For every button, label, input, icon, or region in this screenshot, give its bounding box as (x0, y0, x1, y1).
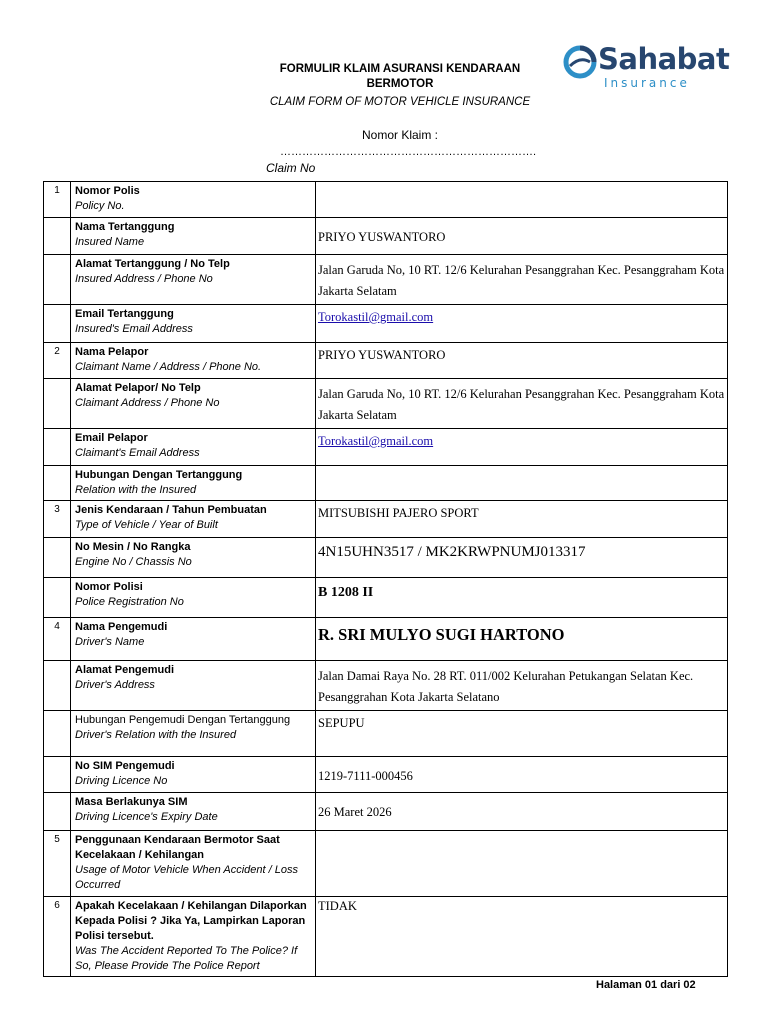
value-text: PRIYO YUSWANTORO (318, 348, 446, 362)
claim-number-label: Nomor Klaim : (361, 128, 438, 142)
table-row (44, 343, 728, 379)
row-number: 1 (44, 182, 71, 218)
row-number: 3 (44, 501, 71, 538)
label-id: Nama Tertanggung (75, 221, 175, 233)
claim-form-table (43, 181, 728, 977)
field-label (71, 897, 316, 977)
row-number: 5 (44, 831, 71, 897)
label-id: Alamat Pengemudi (75, 664, 175, 676)
logo-tagline: Insurance (604, 76, 690, 90)
field-label (71, 182, 316, 218)
row-number (44, 578, 71, 618)
label-id: No SIM Pengemudi (75, 760, 175, 772)
label-en: Driver's Name (75, 636, 145, 648)
claimant-email-value[interactable] (316, 429, 728, 466)
label-id: Alamat Pelapor/ No Telp (75, 382, 201, 394)
field-label (71, 757, 316, 793)
label-en: Police Registration No (75, 596, 184, 608)
insured-address-value[interactable] (316, 255, 728, 305)
label-en: Was The Accident Reported To The Police? If So, Please Provide The Police Report (75, 945, 298, 972)
logo-wordmark: Sahabat (598, 42, 730, 76)
label-en: Driving Licence's Expiry Date (75, 811, 218, 823)
table-row (44, 618, 728, 661)
value-text: 26 Maret 2026 (318, 805, 392, 819)
label-en: Claimant Name / Address / Phone No. (75, 361, 262, 373)
sahabat-logo (562, 40, 730, 92)
field-label (71, 578, 316, 618)
table-row (44, 661, 728, 711)
vehicle-usage-value[interactable] (316, 831, 728, 897)
field-label (71, 429, 316, 466)
value-text: Jalan Garuda No, 10 RT. 12/6 Kelurahan Pesanggrahan Kec. Pesanggraham Kota Jakarta Selatam (318, 263, 725, 298)
page-number: Halaman 01 dari 02 (596, 979, 696, 991)
label-en: Insured's Email Address (75, 323, 193, 335)
value-text: SEPUPU (318, 716, 365, 730)
form-title-line2: BERMOTOR (366, 78, 434, 90)
row-number (44, 429, 71, 466)
label-en: Usage of Motor Vehicle When Accident / Loss Occurred (75, 864, 298, 891)
label-en: Policy No. (75, 200, 125, 212)
label-en: Claimant's Email Address (75, 447, 200, 459)
row-number (44, 711, 71, 757)
field-label (71, 618, 316, 661)
label-en: Relation with the Insured (75, 484, 197, 496)
form-title (240, 62, 560, 92)
label-en: Insured Name (75, 236, 145, 248)
field-label (71, 305, 316, 343)
driver-relation-value[interactable] (316, 711, 728, 757)
table-row (44, 379, 728, 429)
police-report-value[interactable] (316, 897, 728, 977)
label-id: Nama Pengemudi (75, 621, 168, 633)
label-id: Nomor Polis (75, 185, 140, 197)
field-label (71, 218, 316, 255)
table-row (44, 538, 728, 578)
label-en: Claimant Address / Phone No (75, 397, 220, 409)
row-number (44, 757, 71, 793)
label-id: Penggunaan Kendaraan Bermotor Saat Kecelakaan / Kehilangan (75, 834, 280, 861)
label-id: Alamat Tertanggung / No Telp (75, 258, 230, 270)
row-number: 2 (44, 343, 71, 379)
row-number (44, 305, 71, 343)
value-text: B 1208 II (318, 585, 374, 600)
value-text: 1219-7111-000456 (318, 769, 413, 783)
label-id: Masa Berlakunya SIM (75, 796, 188, 808)
field-label (71, 343, 316, 379)
policy-number-value[interactable] (316, 182, 728, 218)
value-text: TIDAK (318, 899, 357, 913)
row-number (44, 379, 71, 429)
table-row (44, 305, 728, 343)
table-row (44, 218, 728, 255)
label-en: Driver's Address (75, 679, 155, 691)
label-id: Email Tertanggung (75, 308, 174, 320)
label-id: Apakah Kecelakaan / Kehilangan Dilaporkan Kepada Polisi ? Jika Ya, Lampirkan Laporan Polisi tersebut. (75, 900, 307, 942)
licence-expiry-value[interactable] (316, 793, 728, 831)
field-label (71, 661, 316, 711)
claimant-name-value[interactable] (316, 343, 728, 379)
field-label (71, 793, 316, 831)
label-id: Hubungan Pengemudi Dengan Tertanggung (75, 714, 291, 726)
value-text: Jalan Damai Raya No. 28 RT. 011/002 Kelurahan Petukangan Selatan Kec. Pesanggrahan Kota Jakarta Selatano (318, 669, 694, 704)
label-id: Email Pelapor (75, 432, 148, 444)
table-row (44, 466, 728, 501)
claim-number-label-en: Claim No (266, 161, 316, 175)
field-label (71, 501, 316, 538)
label-en: Driver's Relation with the Insured (75, 729, 237, 741)
row-number (44, 255, 71, 305)
value-text: MITSUBISHI PAJERO SPORT (318, 506, 479, 520)
label-en: Engine No / Chassis No (75, 556, 192, 568)
table-row (44, 255, 728, 305)
claim-number-field: ……………………………………………………………. (280, 146, 537, 158)
value-text: PRIYO YUSWANTORO (318, 230, 446, 244)
label-id: Hubungan Dengan Tertanggung (75, 469, 243, 481)
value-text: R. SRI MULYO SUGI HARTONO (318, 625, 565, 644)
insured-email-value[interactable] (316, 305, 728, 343)
value-text: Jalan Garuda No, 10 RT. 12/6 Kelurahan Pesanggrahan Kec. Pesanggraham Kota Jakarta Selatam (318, 387, 725, 422)
table-row (44, 757, 728, 793)
row-number (44, 218, 71, 255)
driving-licence-value[interactable] (316, 757, 728, 793)
relation-insured-value[interactable] (316, 466, 728, 501)
row-number (44, 793, 71, 831)
row-number: 6 (44, 897, 71, 977)
label-id: Jenis Kendaraan / Tahun Pembuatan (75, 504, 267, 516)
field-label (71, 466, 316, 501)
field-label (71, 831, 316, 897)
field-label (71, 538, 316, 578)
row-number (44, 661, 71, 711)
field-label (71, 379, 316, 429)
label-id: Nomor Polisi (75, 581, 143, 593)
label-en: Insured Address / Phone No (75, 273, 213, 285)
table-row (44, 578, 728, 618)
police-registration-value[interactable] (316, 578, 728, 618)
value-text: 4N15UHN3517 / MK2KRWPNUMJ013317 (318, 544, 586, 560)
label-en: Driving Licence No (75, 775, 168, 787)
table-row (44, 501, 728, 538)
insured-name-value[interactable] (316, 218, 728, 255)
table-row (44, 897, 728, 977)
row-number: 4 (44, 618, 71, 661)
logo-mark-icon (562, 44, 598, 80)
insured-email-link[interactable]: Torokastil@gmail.com (318, 310, 434, 324)
form-subtitle: CLAIM FORM OF MOTOR VEHICLE INSURANCE (269, 96, 531, 108)
vehicle-type-value[interactable] (316, 501, 728, 538)
driver-name-value[interactable] (316, 618, 728, 661)
table-row (44, 793, 728, 831)
driver-address-value[interactable] (316, 661, 728, 711)
engine-chassis-value[interactable] (316, 538, 728, 578)
field-label (71, 711, 316, 757)
label-id: No Mesin / No Rangka (75, 541, 191, 553)
field-label (71, 255, 316, 305)
form-title-line1: FORMULIR KLAIM ASURANSI KENDARAAN (279, 63, 521, 75)
label-id: Nama Pelapor (75, 346, 149, 358)
row-number (44, 538, 71, 578)
label-en: Type of Vehicle / Year of Built (75, 519, 218, 531)
table-row (44, 831, 728, 897)
claimant-email-link[interactable]: Torokastil@gmail.com (318, 434, 434, 448)
row-number (44, 466, 71, 501)
table-row (44, 711, 728, 757)
claimant-address-value[interactable] (316, 379, 728, 429)
table-row (44, 429, 728, 466)
table-row (44, 182, 728, 218)
